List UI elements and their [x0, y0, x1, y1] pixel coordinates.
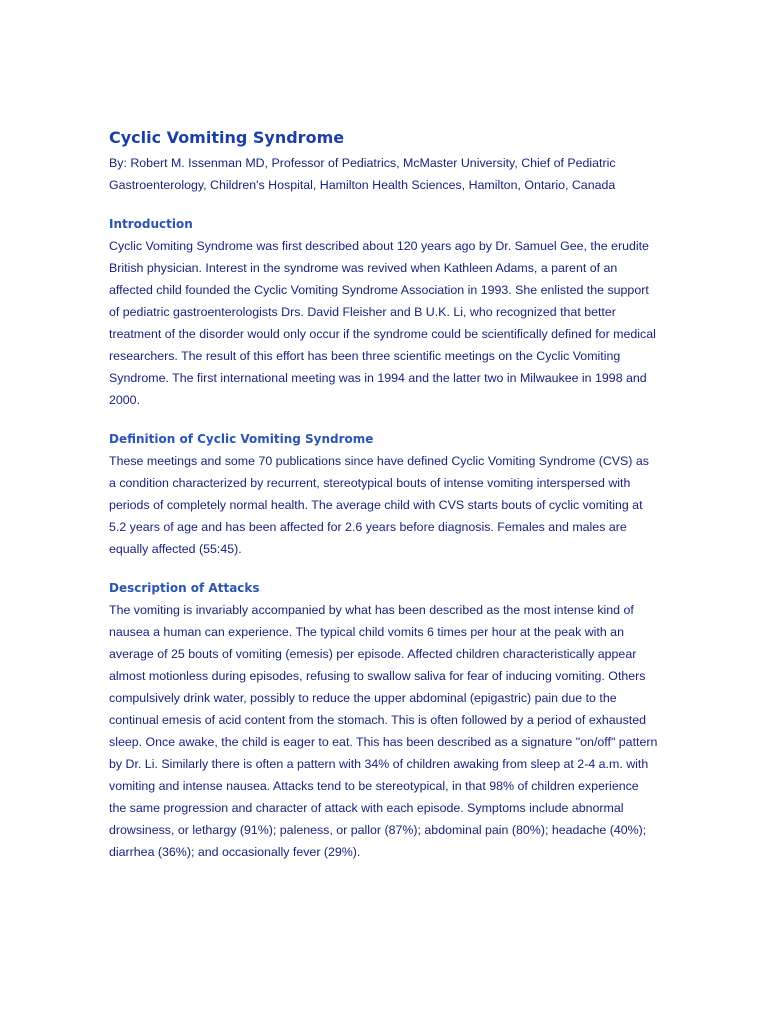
section-body-attacks: The vomiting is invariably accompanied by what has been described as the most intense kind of nausea a human can experience. The typical child vomits 6 times per hour at the peak with an average of 25 bouts of vomiting (emesis) per episode. Affected children characteristically appear almost motionless during episodes, refusing to swallow saliva for fear of inducing vomiting. Others compulsively drink water, possibly to reduce the upper abdominal (epigastric) pain due to the continual emesis of acid content from the stomach. This is often followed by a period of exhausted sleep. Once awake, the child is eager to eat. This has been described as a signature "on/off" pattern by Dr. Li. Similarly there is often a pattern with 34% of children awaking from sleep at 2-4 a.m. with vomiting and intense nausea. Attacks tend to be stereotypical, in that 98% of children experience the same progression and character of attack with each episode. Symptoms include abnormal drowsiness, or lethargy (91%); paleness, or pallor (87%); abdominal pain (80%); headache (40%); diarrhea (36%); and occasionally fever (29%).: [109, 603, 658, 859]
section-heading-introduction: Introduction: [109, 217, 193, 231]
section-body-definition: These meetings and some 70 publications since have defined Cyclic Vomiting Syndrome (CVS) as a condition characterized by recurrent, stereotypical bouts of intense vomiting interspersed with periods of completely normal health. The average child with CVS starts bouts of cyclic vomiting at 5.2 years of age and has been affected for 2.6 years before diagnosis. Females and males are equally affected (55:45).: [109, 454, 649, 556]
section-definition: [109, 428, 659, 560]
document-title: Cyclic Vomiting Syndrome: [109, 128, 345, 147]
section-heading-attacks: Description of Attacks: [109, 581, 260, 595]
section-introduction: [109, 213, 659, 411]
section-attacks: [109, 577, 659, 863]
section-heading-definition: Definition of Cyclic Vomiting Syndrome: [109, 432, 374, 446]
document-page: [109, 124, 659, 863]
author-byline: By: Robert M. Issenman MD, Professor of Pediatrics, McMaster University, Chief of Pediatric Gastroenterology, Children's Hospital, Hamilton Health Sciences, Hamilton, Ontario, Canada: [109, 156, 616, 192]
section-body-introduction: Cyclic Vomiting Syndrome was first described about 120 years ago by Dr. Samuel Gee, the erudite British physician. Interest in the syndrome was revived when Kathleen Adams, a parent of an affected child founded the Cyclic Vomiting Syndrome Association in 1993. She enlisted the support of pediatric gastroenterologists Drs. David Fleisher and B U.K. Li, who recognized that better treatment of the disorder would only occur if the syndrome could be scientifically defined for medical researchers. The result of this effort has been three scientific meetings on the Cyclic Vomiting Syndrome. The first international meeting was in 1994 and the latter two in Milwaukee in 1998 and 2000.: [109, 239, 656, 407]
